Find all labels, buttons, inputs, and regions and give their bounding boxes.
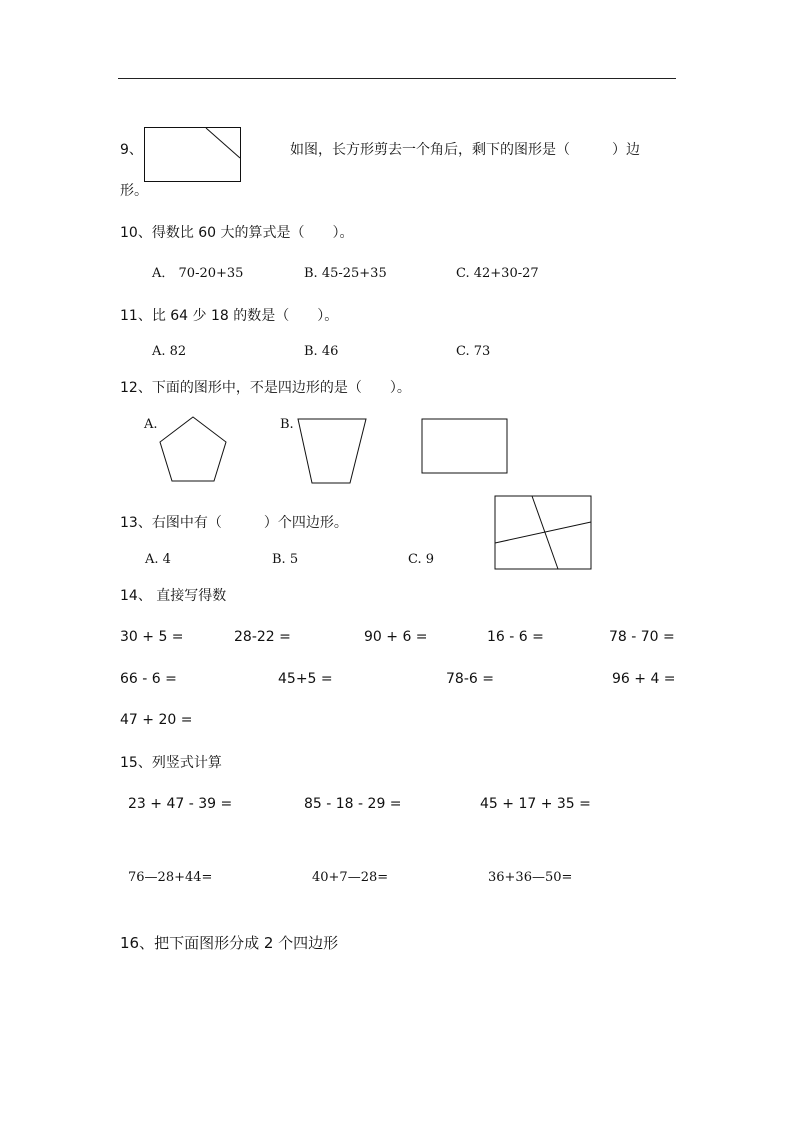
- q14-title: 14、 直接写得数: [120, 588, 227, 604]
- q14-item-1: 30 + 5 =: [120, 629, 184, 645]
- header-rule: [118, 78, 676, 79]
- q14-item-9: 96 + 4 =: [612, 671, 676, 687]
- q14-item-6: 66 - 6 =: [120, 671, 177, 687]
- q12-label-b: B.: [280, 417, 294, 432]
- q11-option-c: C. 73: [456, 344, 491, 359]
- q14-item-4: 16 - 6 =: [487, 629, 544, 645]
- q14-item-2: 28-22 =: [234, 629, 291, 645]
- q11-option-b: B. 46: [304, 344, 339, 359]
- q12-rectangle-figure: [421, 418, 509, 476]
- q12-title: 12、下面的图形中，不是四边形的是（ ）。: [120, 380, 411, 396]
- q13-option-b: B. 5: [272, 552, 299, 567]
- q13-option-c: C. 9: [408, 552, 435, 567]
- q15-title: 15、列竖式计算: [120, 755, 222, 771]
- q9-text: 如图，长方形剪去一个角后，剩下的图形是（ ）边: [290, 142, 640, 158]
- q12-pentagon-figure: [158, 415, 230, 485]
- q14-item-7: 45+5 =: [278, 671, 333, 687]
- q9-text-continued: 形。: [120, 183, 148, 199]
- q13-title: 13、右图中有（ ）个四边形。: [120, 515, 348, 531]
- q10-option-b: B. 45-25+35: [304, 266, 387, 281]
- q9-number: 9、: [120, 142, 143, 158]
- q12-label-a: A.: [144, 417, 158, 432]
- q11-title: 11、比 64 少 18 的数是（ ）。: [120, 308, 339, 324]
- q14-item-3: 90 + 6 =: [364, 629, 428, 645]
- q10-option-a: A． 70-20+35: [152, 266, 244, 281]
- q14-item-8: 78-6 =: [446, 671, 494, 687]
- q14-item-10: 47 + 20 =: [120, 712, 193, 728]
- q12-trapezoid-figure: [296, 417, 368, 485]
- q15-item-3: 45 + 17 + 35 =: [480, 796, 591, 812]
- q16-title: 16、把下面图形分成 2 个四边形: [120, 934, 339, 952]
- q10-option-c: C. 42+30-27: [456, 266, 539, 281]
- q15-item-4: 76—28+44=: [128, 870, 213, 885]
- q15-item-1: 23 + 47 - 39 =: [128, 796, 233, 812]
- q15-item-5: 40+7—28=: [312, 870, 389, 885]
- q13-option-a: A. 4: [145, 552, 171, 567]
- q15-item-6: 36+36—50=: [488, 870, 573, 885]
- q15-item-2: 85 - 18 - 29 =: [304, 796, 402, 812]
- q11-option-a: A. 82: [152, 344, 187, 359]
- q13-quadrilateral-count-figure: [494, 495, 594, 571]
- q10-title: 10、得数比 60 大的算式是（ ）。: [120, 225, 354, 241]
- q14-item-5: 78 - 70 =: [609, 629, 675, 645]
- q9-cut-rectangle-figure: [144, 127, 242, 183]
